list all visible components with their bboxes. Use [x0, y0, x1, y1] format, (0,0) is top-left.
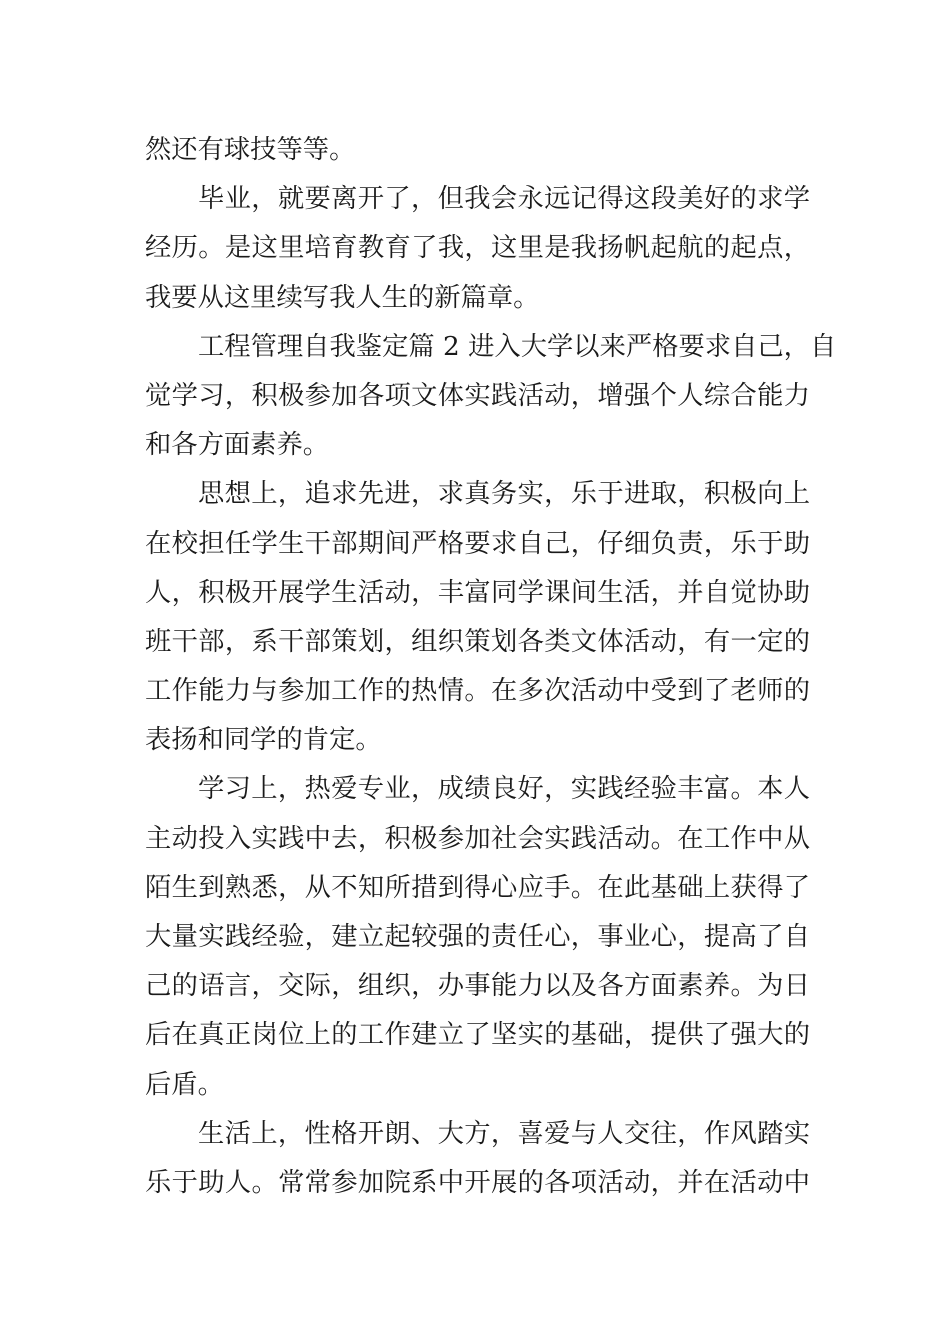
text-line: 和各方面素养。 [145, 430, 330, 461]
text-line: 主动投入实践中去，积极参加社会实践活动。在工作中从 [145, 823, 810, 854]
text-line: 思想上，追求先进，求真务实，乐于进取，积极向上 [198, 479, 810, 510]
text-line: 我要从这里续写我人生的新篇章。 [145, 282, 540, 313]
text-line: 大量实践经验，建立起较强的责任心，事业心，提高了自 [145, 922, 810, 952]
text-line: 觉学习，积极参加各项文体实践活动，增强个人综合能力 [145, 380, 810, 411]
text-line: 表扬和同学的肯定。 [145, 725, 382, 756]
text-line: 经历。是这里培育教育了我，这里是我扬帆起航的起点， [145, 233, 810, 264]
text-line: 己的语言，交际，组织，办事能力以及各方面素养。为日 [145, 971, 810, 1002]
text-line: 学习上，热爱专业，成绩良好，实践经验丰富。本人 [198, 774, 810, 805]
text-line: 乐于助人。常常参加院系中开展的各项活动，并在活动中 [145, 1167, 810, 1198]
text-line: 然还有球技等等。 [145, 135, 356, 165]
text-line: 陌生到熟悉，从不知所措到得心应手。在此基础上获得了 [145, 872, 810, 903]
text-line: 后盾。 [145, 1069, 224, 1100]
text-line: 后在真正岗位上的工作建立了坚实的基础，提供了强大的 [145, 1020, 810, 1051]
text-line: 工程管理自我鉴定篇 2 进入大学以来严格要求自己，自 [198, 331, 837, 362]
document-body [145, 126, 837, 1208]
text-line: 班干部，系干部策划，组织策划各类文体活动，有一定的 [145, 626, 810, 657]
text-line: 毕业，就要离开了，但我会永远记得这段美好的求学 [198, 184, 810, 215]
text-line: 人，积极开展学生活动，丰富同学课间生活，并自觉协助 [145, 577, 810, 608]
text-line: 生活上，性格开朗、大方，喜爱与人交往，作风踏实 [198, 1118, 810, 1149]
text-line: 在校担任学生干部期间严格要求自己，仔细负责，乐于助 [145, 528, 810, 559]
text-line: 工作能力与参加工作的热情。在多次活动中受到了老师的 [145, 676, 810, 707]
